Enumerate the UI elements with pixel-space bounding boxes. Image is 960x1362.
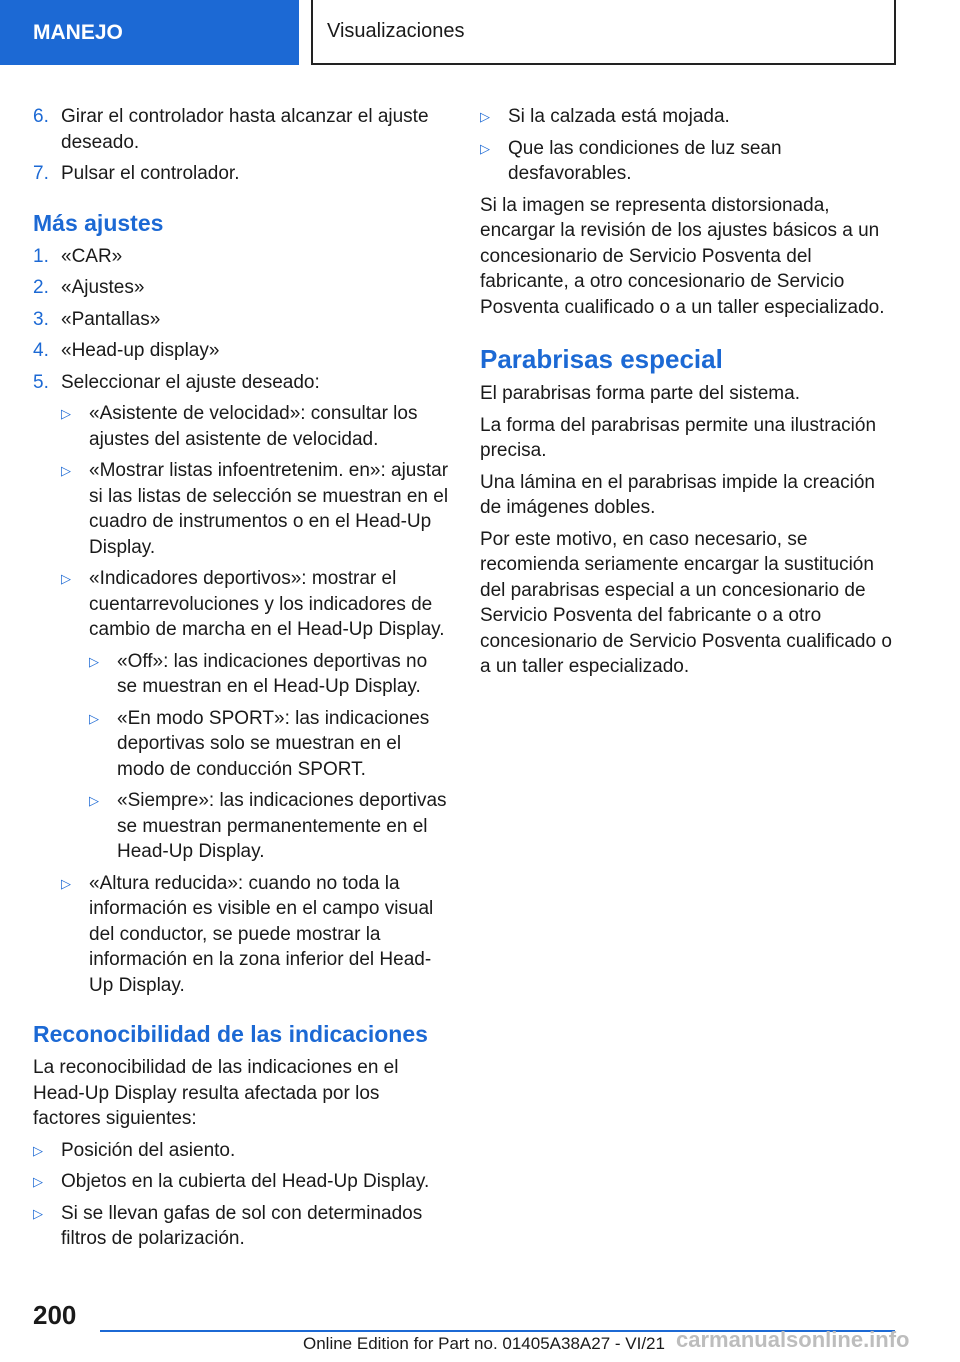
triangle-right-outline-icon: ▷ <box>61 875 71 891</box>
triangle-right-outline-icon: ▷ <box>480 109 490 124</box>
list-item <box>61 458 451 560</box>
triangle-right-outline-icon: ▷ <box>61 463 71 478</box>
page-number: 200 <box>33 1300 77 1330</box>
list-item-text: «En modo SPORT»: las indicaciones deportivas solo se muestran en el modo de conducción SPORT. <box>117 707 430 780</box>
step-item <box>33 275 451 301</box>
list-item <box>61 401 451 452</box>
step-number: 7. <box>33 163 49 184</box>
list-item <box>33 1169 451 1195</box>
list-item <box>480 136 900 187</box>
list-item-text: «Indicadores deportivos»: mostrar el cuentarrevoluciones y los indicadores de cambio de marcha en el Head-Up Display. <box>89 568 445 640</box>
paragraph: Si la imagen se representa distorsionada, encargar la revisión de los ajustes básicos a un concesionario de Servicio Posventa del fabricante, a otro concesionario de Servicio Posventa cualificado o a un taller especializado. <box>480 194 885 318</box>
section-heading-recognizability: Reconocibilidad de las indicaciones <box>33 1021 428 1047</box>
watermark: carmanualsonline.info <box>676 1327 910 1352</box>
triangle-right-outline-icon: ▷ <box>33 1205 43 1221</box>
triangle-right-outline-icon: ▷ <box>89 653 99 669</box>
paragraph: Por este motivo, en caso necesario, se recomienda seriamente encargar la sustitución del parabrisas especial a un concesionario de Servicio Posventa del fabricante o a otro concesionario de Servicio Posventa cualificado o a un taller especializado. <box>480 528 892 677</box>
list-item-text: Que las condiciones de luz sean desfavorables. <box>508 137 782 184</box>
list-item-text: Objetos en la cubierta del Head-Up Display. <box>61 1171 430 1192</box>
list-item <box>33 1201 451 1252</box>
step-item <box>33 244 451 270</box>
triangle-right-outline-icon: ▷ <box>89 710 99 726</box>
page-header-title: Visualizaciones <box>327 20 465 42</box>
list-item-text: «Altura reducida»: cuando no toda la información es visible en el campo visual del conductor, se puede mostrar la información en la zona inferior del Head-Up Display. <box>89 872 434 996</box>
list-item <box>89 788 451 865</box>
section-tab <box>0 0 299 65</box>
step-item <box>33 104 451 155</box>
list-item <box>61 566 451 643</box>
step-text: Girar el controlador hasta alcanzar el ajuste deseado. <box>61 106 429 153</box>
step-text: «Pantallas» <box>61 308 161 330</box>
list-item <box>480 104 900 130</box>
triangle-right-outline-icon: ▷ <box>480 140 490 156</box>
step-item <box>33 338 451 364</box>
triangle-right-outline-icon: ▷ <box>33 1142 43 1158</box>
section-heading-more-settings: Más ajustes <box>33 209 164 236</box>
paragraph: El parabrisas forma parte del sistema. <box>480 383 800 404</box>
step-number: 4. <box>33 340 49 361</box>
section-heading-special-windshield: Parabrisas especial <box>480 344 723 374</box>
list-item-text: «Mostrar listas infoentretenim. en»: ajustar si las listas de selección se muestran en el cuadro de instrumentos o en el Head-Up Display. <box>89 460 449 558</box>
step-number: 2. <box>33 277 49 298</box>
list-item <box>89 706 451 783</box>
step-number: 6. <box>33 106 49 127</box>
step-number: 1. <box>33 245 49 267</box>
triangle-right-outline-icon: ▷ <box>61 571 71 586</box>
list-item-text: «Off»: las indicaciones deportivas no se muestran en el Head-Up Display. <box>117 650 428 697</box>
triangle-right-outline-icon: ▷ <box>61 406 71 421</box>
step-number: 3. <box>33 308 49 330</box>
step-item <box>33 370 451 396</box>
step-item <box>33 307 451 333</box>
step-text: Pulsar el controlador. <box>61 163 240 184</box>
page-header <box>311 0 896 65</box>
step-item <box>33 161 451 187</box>
list-item-text: Si se llevan gafas de sol con determinados filtros de polarización. <box>61 1202 423 1249</box>
section-label: MANEJO <box>33 20 123 44</box>
triangle-right-outline-icon: ▷ <box>33 1174 43 1189</box>
right-column <box>480 104 900 686</box>
list-item-text: «Asistente de velocidad»: consultar los ajustes del asistente de velocidad. <box>89 403 418 450</box>
list-item-text: «Siempre»: las indicaciones deportivas se muestran permanentemente en el Head-Up Display. <box>117 790 447 862</box>
list-item-text: Posición del asiento. <box>61 1139 236 1161</box>
step-text: «Head-up display» <box>61 340 220 361</box>
paragraph: Una lámina en el parabrisas impide la creación de imágenes dobles. <box>480 471 875 518</box>
step-text: Seleccionar el ajuste deseado: <box>61 371 320 393</box>
list-item <box>33 1138 451 1164</box>
step-text: «Ajustes» <box>61 277 145 298</box>
paragraph: La reconocibilidad de las indicaciones en el Head-Up Display resulta afectada por los factores siguientes: <box>33 1057 399 1129</box>
paragraph: La forma del parabrisas permite una ilustración precisa. <box>480 414 877 461</box>
step-text: «CAR» <box>61 245 123 267</box>
step-number: 5. <box>33 371 49 393</box>
footer-edition: Online Edition for Part no. 01405A38A27 - VI/21 <box>303 1334 665 1353</box>
list-item <box>89 649 451 700</box>
list-item-text: Si la calzada está mojada. <box>508 106 730 127</box>
left-column <box>33 104 451 1258</box>
triangle-right-outline-icon: ▷ <box>89 793 99 808</box>
list-item <box>61 871 451 999</box>
